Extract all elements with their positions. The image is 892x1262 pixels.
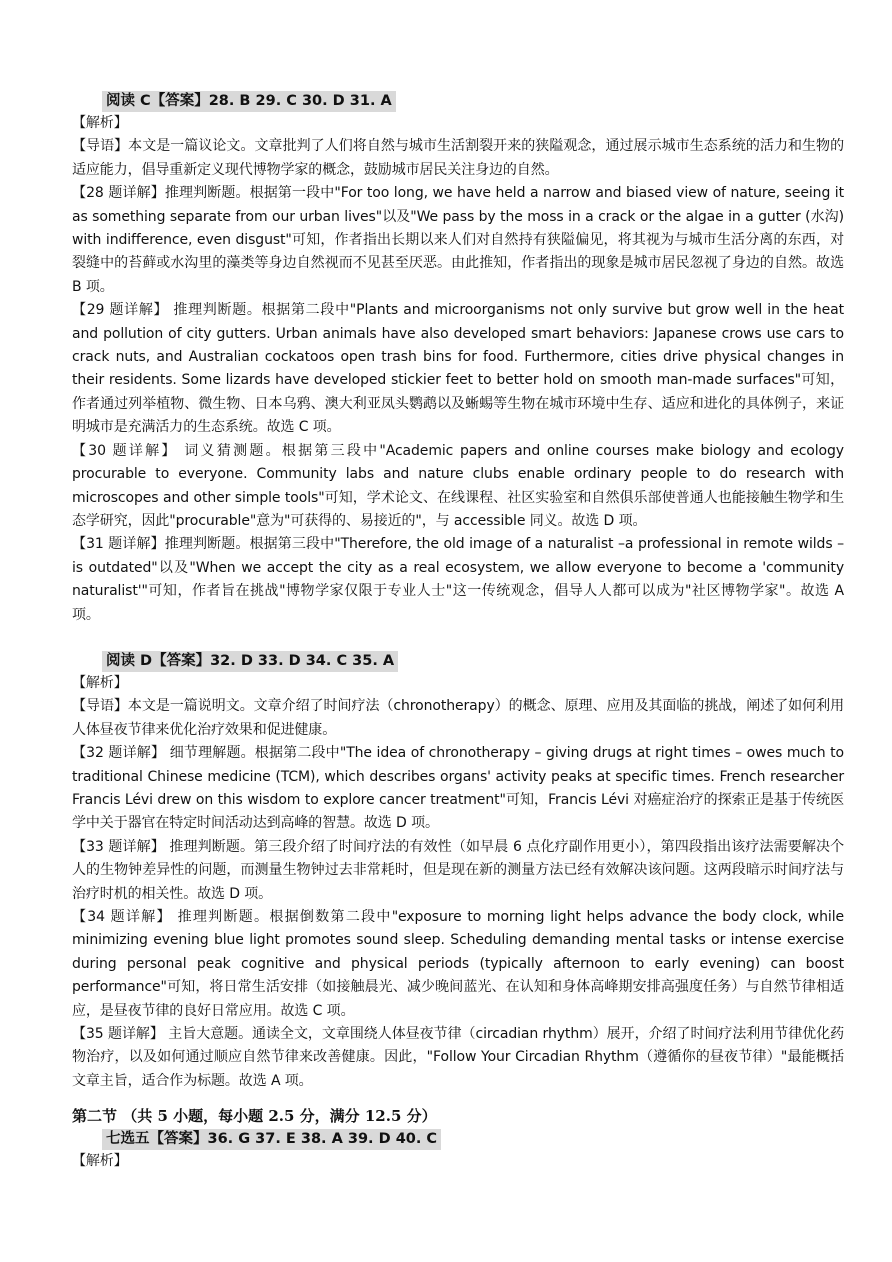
reading-c-intro: 【导语】本文是一篇议论文。文章批判了人们将自然与城市生活割裂开来的狭隘观念，通过展示城市生态系统的活力和生物的适应能力，倡导重新定义现代博物学家的概念，鼓励城市居民关注身边的自然。 <box>72 138 844 178</box>
reading-c-analysis-label: 【解析】 <box>72 115 128 131</box>
q29-explanation: 【29 题详解】 推理判断题。根据第二段中"Plants and microorganisms not only survive but grow well in the heat and pollution of city gutters. Urban animals have also developed smart behaviors: Japanese crows use cars to crack nuts, and Australian cockatoos open trash bins for food. Furthermore, cities drive physical changes in their residents. Some lizards have developed stickier feet to better hold on smooth man-made surfaces"可知，作者通过列举植物、微生物、日本乌鸦、澳大利亚凤头鹦鹉以及蜥蜴等生物在城市环境中生存、适应和进化的具体例子，来证明城市是充满活力的生态系统。故选 C 项。 <box>72 302 844 436</box>
q28-explanation: 【28 题详解】推理判断题。根据第一段中"For too long, we have held a narrow and biased view of nature, seeing it as something separate from our urban lives"以及"We pass by the moss in a crack or the algae in a gutter (水沟) with indifference, even disgust"可知，作者指出长期以来人们对自然持有狭隘偏见，将其视为与城市生活分离的东西，对裂缝中的苔藓或水沟里的藻类等身边自然视而不见甚至厌恶。由此推知，作者指出的现象是城市居民忽视了身边的自然。故选 B 项。 <box>72 185 844 295</box>
document-page <box>72 90 844 1174</box>
reading-c-answer-title: 阅读 C【答案】28. B 29. C 30. D 31. A <box>102 91 396 112</box>
q30-explanation: 【30 题详解】 词义猜测题。根据第三段中"Academic papers and online courses make biology and ecology procurable to everyone. Community labs and nature clubs enable ordinary people to do research with microscopes and other simple tools"可知，学术论文、在线课程、社区实验室和自然俱乐部使普通人也能接触生物学和生态学研究，因此"procurable"意为"可获得的、易接近的"，与 accessible 同义。故选 D 项。 <box>72 442 844 529</box>
section-two-heading: 第二节 （共 5 小题，每小题 2.5 分，满分 12.5 分） <box>72 1107 437 1126</box>
section-two-analysis-label: 【解析】 <box>72 1153 128 1170</box>
q32-explanation: 【32 题详解】 细节理解题。根据第二段中"The idea of chronotherapy – giving drugs at right times – owes much to traditional Chinese medicine (TCM), which describes organs' activity peaks at specific times. French researcher Francis Lévi drew on this wisdom to explore cancer treatment"可知，Francis Lévi 对癌症治疗的探索正是基于传统医学中关于器官在特定时间活动达到高峰的智慧。故选 D 项。 <box>72 745 844 832</box>
reading-d-analysis-label: 【解析】 <box>72 674 128 691</box>
q31-explanation: 【31 题详解】推理判断题。根据第三段中"Therefore, the old image of a naturalist –a professional in remote wilds –is outdated"以及"When we accept the city as a real ecosystem, we allow everyone to become a 'community naturalist'"可知，作者旨在挑战"博物学家仅限于专业人士"这一传统观念，倡导人人都可以成为"社区博物学家"。故选 A 项。 <box>72 536 844 623</box>
reading-d-intro: 【导语】本文是一篇说明文。文章介绍了时间疗法（chronotherapy）的概念、原理、应用及其面临的挑战，阐述了如何利用人体昼夜节律来优化治疗效果和促进健康。 <box>72 698 844 738</box>
seven-choose-five-answer-title: 七选五【答案】36. G 37. E 38. A 39. D 40. C <box>102 1129 441 1150</box>
q35-explanation: 【35 题详解】 主旨大意题。通读全文，文章围绕人体昼夜节律（circadian rhythm）展开，介绍了时间疗法利用节律优化药物治疗，以及如何通过顺应自然节律来改善健康。因此，"Follow Your Circadian Rhythm（遵循你的昼夜节律）"最能概括文章主旨，适合作为标题。故选 A 项。 <box>72 1026 844 1089</box>
q34-explanation: 【34 题详解】 推理判断题。根据倒数第二段中"exposure to morning light helps advance the body clock, while minimizing evening blue light promotes sound sleep. Scheduling demanding mental tasks or intense exercise during personal peak cognitive and physical periods (typically afternoon to early evening) can boost performance"可知，将日常生活安排（如接触晨光、减少晚间蓝光、在认知和身体高峰期安排高强度任务）与自然节律相适应，是昼夜节律的良好日常应用。故选 C 项。 <box>72 909 844 1019</box>
q33-explanation: 【33 题详解】 推理判断题。第三段介绍了时间疗法的有效性（如早晨 6 点化疗副作用更小），第四段指出该疗法需要解决个人的生物钟差异性的问题，而测量生物钟过去非常耗时，但是现在新的测量方法已经有效解决该问题。这两段暗示时间疗法与治疗时机的相关性。故选 D 项。 <box>72 838 844 902</box>
reading-d-answer-title: 阅读 D【答案】32. D 33. D 34. C 35. A <box>102 651 398 672</box>
